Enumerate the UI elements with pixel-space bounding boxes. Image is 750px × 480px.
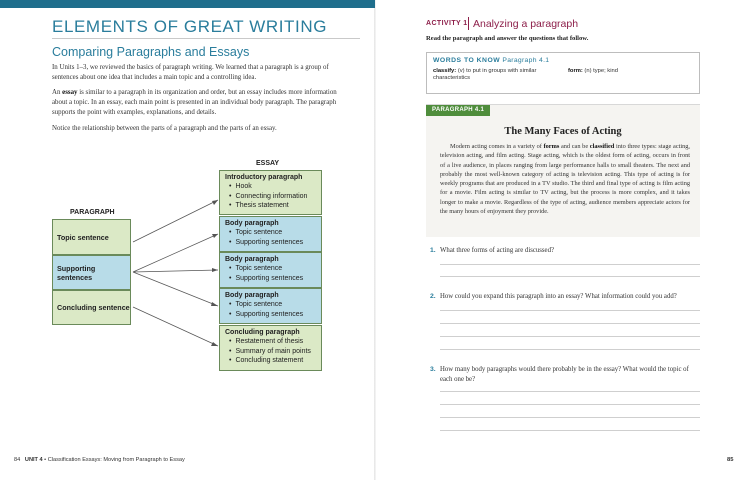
essay-part-bullet: • Summary of main points	[225, 347, 316, 357]
essay-term: essay	[62, 89, 78, 96]
passage-text-3: into three types: stage acting, television acting, and film acting. Stage acting, which is the oldest form of acting, occurs in front of a live audience, in places ranging from large performance halls to small theaters. The next and probably the most well-known category of acting is television acting. This type of acting is for weekly programs that are produced in a TV studio. The third and final type of acting is film acting for a movie. Film acting is similar to TV acting, but the process is more complex, and it takes longer to make a movie. Regardless of the type of acting, audience members appreciate actors for the many hours of enjoyment they provide.	[440, 143, 690, 216]
definition-text: (v) to put in groups with similar characteristics	[433, 68, 537, 82]
words-to-know-heading	[433, 57, 549, 64]
passage-tag: PARAGRAPH 4.1	[426, 105, 490, 116]
essay-part-bullet: • Concluding statement	[225, 356, 316, 366]
answer-line[interactable]	[440, 336, 700, 337]
essay-part-heading: Concluding paragraph	[225, 329, 300, 336]
paragraph-heading: PARAGRAPH	[70, 209, 115, 216]
definition-term: form:	[568, 68, 583, 74]
passage-body	[440, 142, 690, 216]
paragraph-passage-box	[426, 104, 700, 237]
connector-support-to-body1	[133, 234, 218, 272]
question-text: How could you expand this paragraph into an essay? What information could you add?	[440, 293, 677, 300]
answer-line[interactable]	[440, 417, 700, 418]
question-text: What three forms of acting are discussed?	[440, 247, 554, 254]
section-subtitle: Comparing Paragraphs and Essays	[52, 45, 250, 59]
footer-unit: UNIT 4	[24, 457, 43, 463]
concluding-sentence-label: Concluding sentence	[57, 303, 130, 312]
essay-def-post: is similar to a paragraph in its organization and order, but an essay includes more information about a topic. In an essay, each main point is presented in an individual body paragraph. The paragraph supports the point with examples, explanations, and details.	[52, 89, 337, 116]
question-3	[430, 365, 702, 384]
essay-part-bullet: • Thesis statement	[225, 201, 316, 211]
body-paragraph-box-3	[219, 288, 322, 324]
question-1	[430, 246, 702, 256]
answer-line[interactable]	[440, 323, 700, 324]
answer-line[interactable]	[440, 349, 700, 350]
question-number: 1.	[430, 247, 436, 254]
activity-separator	[468, 17, 469, 30]
essay-part-bullet: • Supporting sentences	[225, 310, 316, 320]
answer-line[interactable]	[440, 310, 700, 311]
connector-support-to-body3	[133, 272, 218, 306]
essay-part-bullet: • Supporting sentences	[225, 274, 316, 284]
essay-part-heading: Body paragraph	[225, 292, 279, 299]
essay-part-bullet: • Supporting sentences	[225, 238, 316, 248]
topic-sentence-label: Topic sentence	[57, 232, 109, 242]
arrowhead-conclusion	[211, 342, 218, 346]
passage-keyword-classified: classified	[589, 143, 615, 150]
answer-line[interactable]	[440, 404, 700, 405]
right-page-number: 85	[727, 457, 734, 463]
question-number: 2.	[430, 293, 436, 300]
concluding-sentence-box	[52, 290, 131, 325]
body-paragraph-box-1	[219, 216, 322, 252]
essay-part-bullet: • Restatement of thesis	[225, 337, 316, 347]
left-page-number: 84	[14, 457, 21, 463]
essay-part-heading: Body paragraph	[225, 256, 279, 263]
passage-keyword-forms: forms	[543, 143, 560, 150]
intro-paragraph: In Units 1–3, we reviewed the basics of paragraph writing. We learned that a paragraph is a group of sentences about one idea that includes a main topic and a controlling idea.	[52, 64, 329, 81]
activity-label: ACTIVITY 1	[426, 20, 468, 27]
essay-part-bullet: • Topic sentence	[225, 300, 316, 310]
essay-part-bullet: • Topic sentence	[225, 264, 316, 274]
left-footer	[14, 457, 185, 463]
definition-term: classify:	[433, 68, 457, 74]
activity-instructions: Read the paragraph and answer the questions that follow.	[426, 35, 589, 42]
definition-text: (n) type; kind	[582, 68, 618, 74]
answer-line[interactable]	[440, 264, 700, 265]
arrowhead-body2	[212, 268, 218, 272]
footer-unit-title: • Classification Essays: Moving from Paragraph to Essay	[42, 457, 185, 463]
words-to-know-box	[426, 52, 700, 94]
definition-classify	[433, 68, 563, 83]
page-title: ELEMENTS OF GREAT WRITING	[52, 17, 328, 36]
arrowhead-intro	[212, 200, 218, 205]
words-to-know-prefix: WORDS TO KNOW	[433, 57, 501, 64]
essay-def-pre: An	[52, 89, 63, 96]
essay-part-bullet: • Topic sentence	[225, 228, 316, 238]
supporting-sentences-label: Supporting sentences	[57, 263, 96, 282]
question-2	[430, 292, 702, 302]
notice-paragraph: Notice the relationship between the parts of a paragraph and the parts of an essay.	[52, 125, 277, 132]
concluding-paragraph-box	[219, 325, 322, 371]
arrowhead-body3	[211, 302, 218, 306]
essay-heading: ESSAY	[256, 160, 280, 167]
words-to-know-suffix: Paragraph 4.1	[500, 57, 550, 64]
topic-sentence-box	[52, 219, 131, 255]
answer-line[interactable]	[440, 391, 700, 392]
passage-text-2: and can be	[559, 143, 590, 150]
connector-conclude-to-conclusion	[133, 307, 218, 346]
answer-line[interactable]	[440, 276, 700, 277]
connector-support-to-body2	[133, 270, 218, 272]
essay-part-bullet: • Hook	[225, 182, 316, 192]
passage-text-1: Modern acting comes in a variety of	[450, 143, 544, 150]
essay-part-bullet: • Connecting information	[225, 192, 316, 202]
essay-part-heading: Introductory paragraph	[225, 174, 303, 181]
introductory-paragraph-box	[219, 170, 322, 215]
body-paragraph-box-2	[219, 252, 322, 288]
passage-title: The Many Faces of Acting	[504, 126, 622, 137]
connector-topic-to-intro	[133, 200, 218, 242]
question-number: 3.	[430, 366, 436, 373]
question-text: How many body paragraphs would there probably be in the essay? What would the topic of each one be?	[440, 366, 689, 383]
supporting-sentences-box	[52, 255, 131, 290]
essay-part-heading: Body paragraph	[225, 220, 279, 227]
answer-line[interactable]	[440, 430, 700, 431]
activity-title: Analyzing a paragraph	[473, 18, 579, 30]
definition-form	[568, 68, 688, 75]
